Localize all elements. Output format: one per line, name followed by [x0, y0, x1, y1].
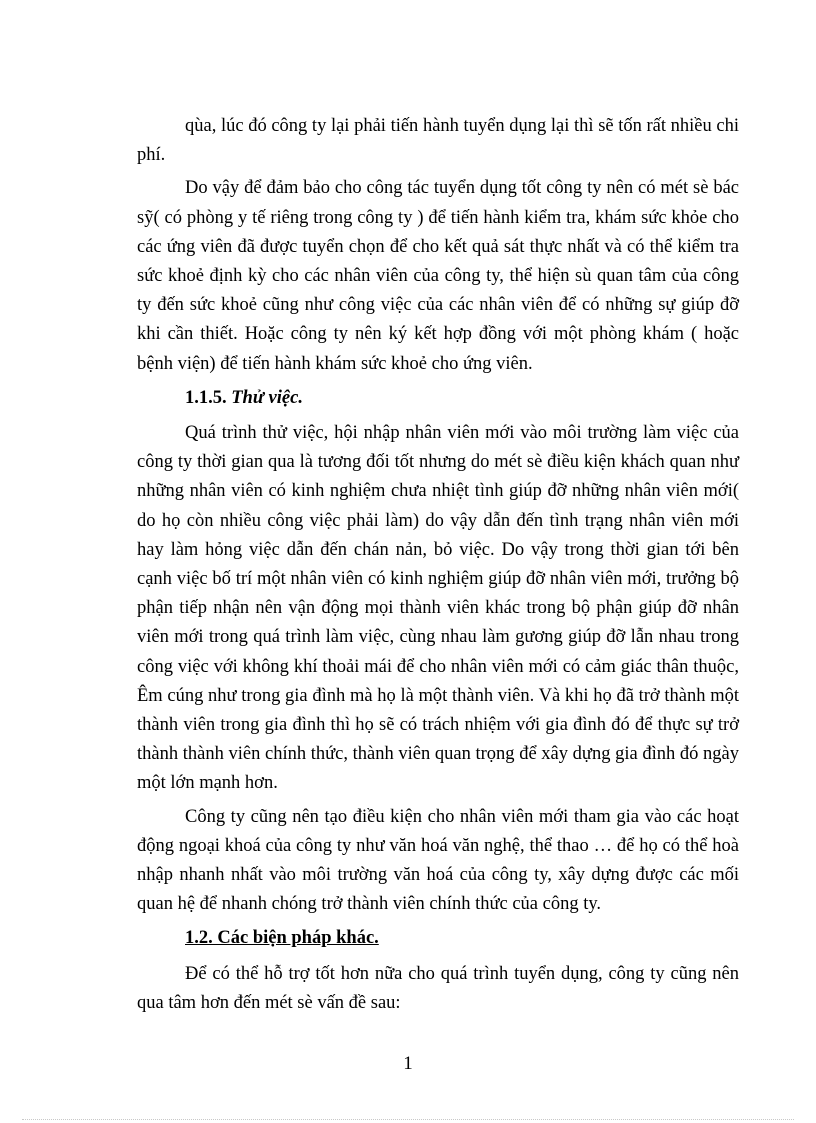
- paragraph-trial-process: Quá trình thử việc, hội nhập nhân viên mới vào môi trường làm việc của công ty thời gian qua là tương đối tốt nhưng do mét sè điều kiện khách quan như những nhân viên có kinh nghiệm chưa nhiệt tình giúp đỡ những nhân viên mới( do họ còn nhiều công việc phải làm) do vậy dẫn đến tình trạng nhân viên mới hay làm hỏng việc dẫn đến chán nản, bỏ việc. Do vậy trong thời gian tới bên cạnh việc bố trí một nhân viên có kinh nghiệm giúp đỡ nhân viên mới, trưởng bộ phận tiếp nhận nên vận động mọi thành viên khác trong bộ phận giúp đỡ nhân viên mới trong quá trình làm việc, cùng nhau làm gương giúp đỡ lẫn nhau trong công việc với không khí thoải mái để cho nhân viên mới có cảm giác thân thuộc, Êm cúng như trong gia đình mà họ là một thành viên. Và khi họ đã trở thành một thành viên trong gia đình thì họ sẽ có trách nhiệm với gia đình đó để thực sự trở thành thành viên chính thức, thành viên quan trọng để xây dựng gia đình đó ngày một lớn mạnh hơn.: [137, 423, 739, 794]
- section-title: Thử việc.: [231, 387, 303, 408]
- document-body: [137, 112, 739, 1018]
- page-number: 1: [403, 1053, 413, 1074]
- paragraph-health-check: Do vậy để đảm bảo cho công tác tuyển dụng tốt công ty nên có mét sè bác sỹ( có phòng y tế riêng trong công ty ) để tiến hành kiểm tra, khám sức khỏe cho các ứng viên đã được tuyển chọn để cho kết quả sát thực nhất và có thể kiểm tra sức khoẻ định kỳ cho các nhân viên của công ty, thể hiện sù quan tâm của công ty đến sức khoẻ cũng như công việc của các nhân viên để có những sự giúp đỡ khi cần thiết. Hoặc công ty nên ký kết hợp đồng với một phòng khám ( hoặc bệnh viện) để tiến hành khám sức khoẻ cho ứng viên.: [137, 178, 739, 374]
- section-number: 1.1.5.: [185, 387, 227, 408]
- section-heading-trial-work: [137, 384, 739, 413]
- section-heading-other-measures: 1.2. Các biện pháp khác.: [185, 928, 379, 949]
- paragraph-continuation: qùa, lúc đó công ty lại phải tiến hành tuyển dụng lại thì sẽ tốn rất nhiều chi phí.: [137, 116, 739, 166]
- paragraph-extracurricular: Công ty cũng nên tạo điều kiện cho nhân viên mới tham gia vào các hoạt động ngoại khoá của công ty như văn hoá văn nghệ, thể thao … để họ có thể hoà nhập nhanh nhất vào môi trường văn hoá của công ty, xây dựng được các mối quan hệ để nhanh chóng trở thành viên chính thức của công ty.: [137, 806, 739, 915]
- footer-divider: [22, 1119, 794, 1120]
- paragraph-other-measures: Để có thể hỗ trợ tốt hơn nữa cho quá trình tuyển dụng, công ty cũng nên qua tâm hơn đến mét sè vấn đề sau:: [137, 963, 739, 1013]
